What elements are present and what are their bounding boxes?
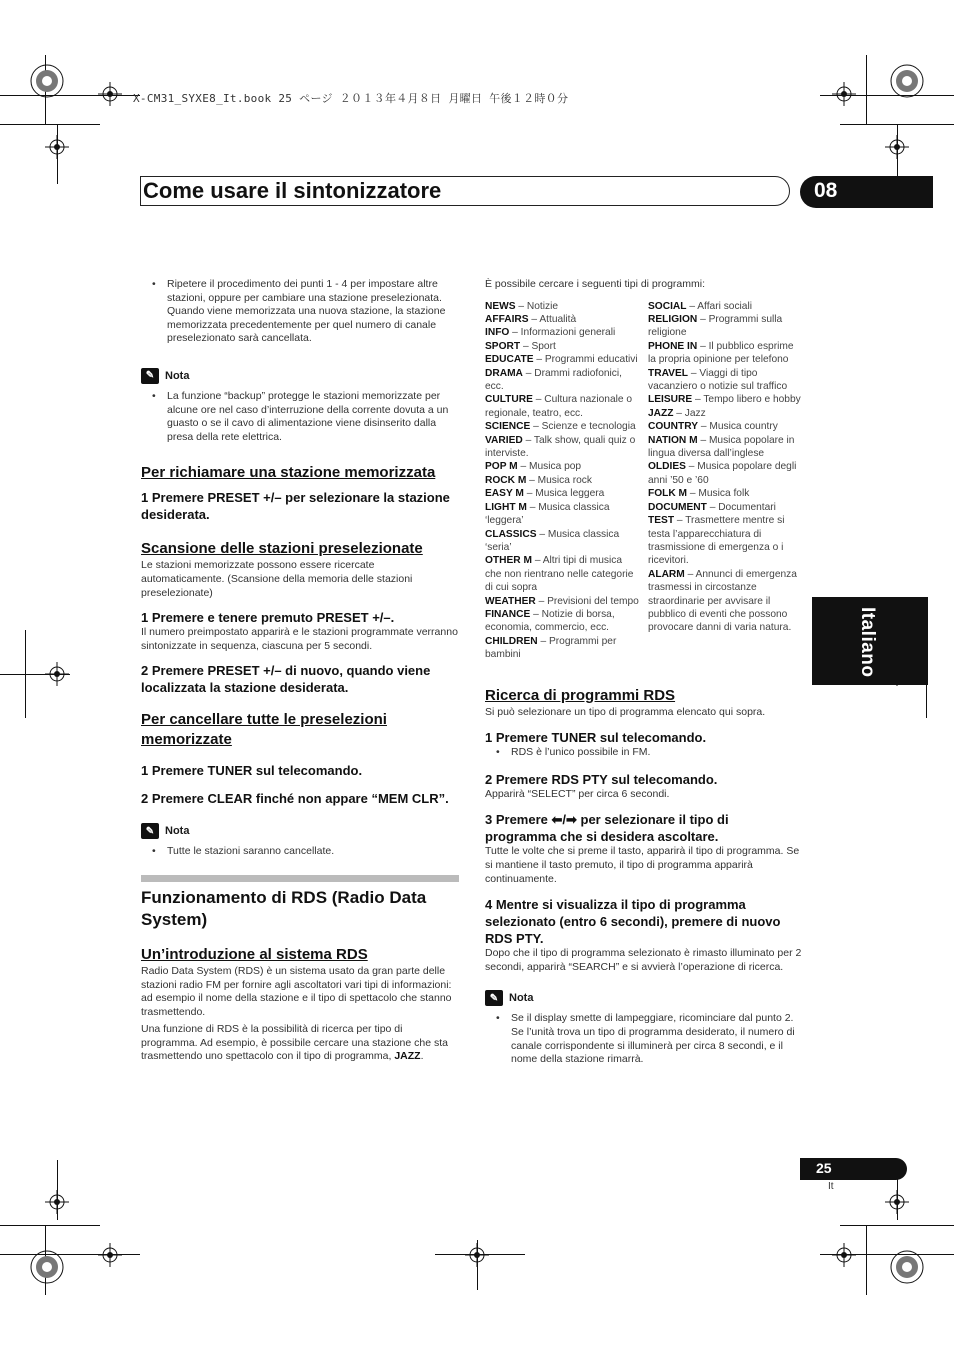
paragraph: Il numero preimpostato apparirà e le stazioni programmate verranno sintonizzate in sequenza, ciascuna per 5 secondi.	[141, 626, 458, 652]
pty-entry: COUNTRY – Musica country	[648, 421, 778, 433]
pty-code: NEWS	[485, 300, 516, 312]
pty-entry: NEWS – Notizie	[485, 300, 559, 312]
pty-description: Notizie	[526, 300, 559, 312]
pty-code: COUNTRY	[648, 421, 698, 433]
pty-description: Previsioni del tempo	[547, 595, 639, 607]
section-heading: Per richiamare una stazione memorizzata	[141, 464, 436, 482]
crosshair-icon	[465, 1243, 489, 1267]
pty-code: PHONE IN	[648, 340, 698, 352]
pty-code: CHILDREN	[485, 635, 538, 647]
section-heading: Un’introduzione al sistema RDS	[141, 945, 368, 963]
pty-entry: EDUCATE – Programmi educativi	[485, 354, 638, 366]
pty-entry: VARIED – Talk show, quali quiz o interviste.	[485, 434, 636, 460]
pty-description: Musica country	[709, 421, 778, 433]
chapter-badge: 08	[800, 176, 933, 208]
pty-description: Musica popolare degli anni ’50 e ’60	[648, 461, 797, 486]
pty-code: CLASSICS	[485, 528, 537, 540]
pty-list	[648, 300, 803, 662]
note-text: • Se il display smette di lampeggiare, ricominciare dal punto 2. Se l’unità trova un tipo di programma desiderato, il numero di canale corrispondente si illuminerà per circa 8 secondi, e il nome della stazione rimarrà.	[485, 1012, 803, 1066]
note-text: • La funzione “backup” protegge le stazioni memorizzate per alcune ore nel caso d’interruzione della corrente dovuta a un guasto o se il cavo di alimentazione viene disinserito dalla presa della rete elettrica.	[141, 390, 459, 444]
pty-code: LIGHT M	[485, 501, 527, 513]
paragraph: È possibile cercare i seguenti tipi di programmi:	[485, 278, 706, 290]
paragraph: Le stazioni memorizzate possono essere ricercate automaticamente. (Scansione della memoria delle stazioni preselezionate)	[141, 559, 413, 599]
note-header	[141, 823, 459, 839]
pty-entry: SPORT – Sport	[485, 340, 556, 352]
pty-description: Sport	[531, 340, 556, 352]
pty-description: Affari sociali	[697, 300, 752, 312]
pty-description: Trasmettere mentre si testa l’apparecchiatura di trasmissione di emergenza o i ricevitori.	[648, 515, 785, 567]
pty-entry: JAZZ – Jazz	[648, 407, 706, 419]
pty-description: Notizie di borsa, economia, commercio, ecc.	[485, 608, 615, 634]
left-column	[141, 278, 459, 1064]
pty-description: Jazz	[684, 407, 706, 419]
registration-target-icon	[30, 1250, 64, 1284]
right-column	[485, 278, 803, 1067]
pty-code: LEISURE	[648, 394, 693, 406]
pty-entry: SOCIAL – Affari sociali	[648, 300, 752, 312]
pty-entry: TRAVEL – Viaggi di tipo vacanziero o notizie sul traffico	[648, 367, 788, 393]
pty-code: EDUCATE	[485, 354, 534, 366]
pty-code: CULTURE	[485, 394, 533, 406]
paragraph: Tutte le volte che si preme il tasto, apparirà il tipo di programma. Se si mantiene il tasto premuto, il tipo di programma apparirà continuamente.	[485, 845, 800, 885]
pty-code: ALARM	[648, 568, 685, 580]
pty-code: TEST	[648, 515, 675, 527]
step-heading: 4 Mentre si visualizza il tipo di programma selezionato (entro 6 secondi), premere di nuovo RDS PTY.	[485, 897, 781, 947]
pty-code: POP M	[485, 461, 518, 473]
note-header	[485, 990, 803, 1006]
pty-entry: POP M – Musica pop	[485, 461, 582, 473]
section-heading: Ricerca di programmi RDS	[485, 686, 676, 704]
crosshair-icon	[45, 1190, 69, 1214]
pty-entry: RELIGION – Programmi sulla religione	[648, 314, 783, 339]
pty-description: Cultura nazionale o regionale, teatro, ecc.	[485, 394, 633, 419]
pty-code: JAZZ	[648, 407, 674, 419]
list-item: • RDS è l’unico possibile in FM.	[485, 746, 803, 760]
pty-code: ROCK M	[485, 474, 527, 486]
pty-description: Programmi per bambini	[485, 635, 617, 661]
pty-description: Annunci di emergenza trasmessi in circostanze straordinarie per avvisare il pubblico di eventi che possono provocare danni di varia natura.	[648, 568, 797, 634]
pty-description: Talk show, quali quiz o interviste.	[485, 434, 636, 460]
pencil-icon: ✎	[141, 368, 159, 384]
step-heading: 2 Premere PRESET +/– di nuovo, quando viene localizzata la stazione desiderata.	[141, 663, 431, 696]
crosshair-icon	[832, 1243, 856, 1267]
step-heading: 2 Premere RDS PTY sul telecomando.	[485, 771, 718, 787]
crosshair-icon	[885, 1190, 909, 1214]
step-heading: 1 Premere e tenere premuto PRESET +/–.	[141, 610, 395, 626]
pty-entry: TEST – Trasmettere mentre si testa l’apparecchiatura di trasmissione di emergenza o i ricevitori.	[648, 515, 785, 567]
pty-description: Musica popolare in lingua diversa dall’inglese	[648, 434, 795, 460]
registration-target-icon	[890, 64, 924, 98]
pty-entry: CLASSICS – Musica classica ‘seria’	[485, 528, 620, 553]
print-header: X-CM31_SYXE8_It.book 25 ページ ２０１３年４月８日 月曜日 午後１２時０分	[133, 92, 569, 105]
pty-entry: OTHER M – Altri tipi di musica che non rientrano nelle categorie di cui sopra	[485, 555, 634, 594]
note-label: Nota	[165, 369, 190, 382]
pty-code: OTHER M	[485, 555, 532, 567]
paragraph: Si può selezionare un tipo di programma elencato qui sopra.	[485, 705, 766, 718]
pty-code: OLDIES	[648, 461, 686, 473]
pty-entry: OLDIES – Musica popolare degli anni ’50 e ’60	[648, 461, 797, 486]
section-heading: Scansione delle stazioni preselezionate	[141, 540, 423, 558]
pty-description: Altri tipi di musica che non rientrano nelle categorie di cui sopra	[485, 555, 634, 594]
pty-code: INFO	[485, 327, 510, 339]
pencil-icon: ✎	[485, 990, 503, 1006]
crosshair-icon	[832, 82, 856, 106]
pty-code: SPORT	[485, 340, 521, 352]
pty-code: NATION M	[648, 434, 698, 446]
pty-code: DRAMA	[485, 367, 523, 379]
pty-entry: CHILDREN – Programmi per bambini	[485, 635, 617, 661]
pty-entry: SCIENCE – Scienze e tecnologia	[485, 421, 636, 433]
pty-code: DOCUMENT	[648, 501, 707, 513]
step-heading: 1 Premere TUNER sul telecomando.	[485, 730, 707, 746]
page-title: Come usare il sintonizzatore	[143, 178, 442, 203]
page-number: 25	[800, 1158, 907, 1180]
pty-entry: ALARM – Annunci di emergenza trasmessi in circostanze straordinarie per avvisare il pubblico di eventi che possono provocare danni di varia natura.	[648, 568, 797, 634]
pty-description: Musica leggera	[535, 488, 605, 500]
pty-entry: WEATHER – Previsioni del tempo	[485, 595, 639, 607]
pty-code: VARIED	[485, 434, 523, 446]
section-divider	[141, 875, 459, 882]
pty-description: Drammi radiofonici, ecc.	[485, 367, 622, 393]
pty-entry: AFFAIRS – Attualità	[485, 314, 577, 325]
pty-entry: LEISURE – Tempo libero e hobby	[648, 394, 801, 406]
note-header	[141, 368, 459, 384]
pty-code: TRAVEL	[648, 367, 688, 379]
pty-code: RELIGION	[648, 314, 698, 325]
pty-description: Musica folk	[698, 488, 750, 500]
pty-description: Informazioni generali	[520, 327, 616, 339]
pty-entry: CULTURE – Cultura nazionale o regionale, teatro, ecc.	[485, 394, 633, 419]
pty-code: FOLK M	[648, 488, 688, 500]
pty-description: Scienze e tecnologia	[541, 421, 636, 433]
note-label: Nota	[165, 825, 190, 838]
step-heading: 2 Premere CLEAR finché non appare “MEM CLR”.	[141, 791, 449, 807]
crosshair-icon	[45, 135, 69, 159]
pty-code: AFFAIRS	[485, 314, 529, 325]
page-language: It	[828, 1181, 834, 1192]
pty-entry: EASY M – Musica leggera	[485, 488, 605, 500]
pty-code: FINANCE	[485, 608, 531, 620]
crosshair-icon	[98, 82, 122, 106]
pty-entry: INFO – Informazioni generali	[485, 327, 616, 339]
pty-entry: FOLK M – Musica folk	[648, 488, 750, 500]
step-heading: 1 Premere TUNER sul telecomando.	[141, 763, 363, 779]
pty-description: Musica classica ‘seria’	[485, 528, 620, 553]
crosshair-icon	[885, 135, 909, 159]
note-label: Nota	[509, 992, 534, 1005]
pty-entry: NATION M – Musica popolare in lingua diversa dall’inglese	[648, 434, 795, 460]
pty-description: Musica rock	[537, 474, 592, 486]
step-heading: 1 Premere PRESET +/– per selezionare la stazione desiderata.	[141, 490, 450, 523]
note-text: • Tutte le stazioni saranno cancellate.	[141, 845, 459, 859]
pty-description: Musica pop	[528, 461, 582, 473]
paragraph: Radio Data System (RDS) è un sistema usato da gran parte delle stazioni radio FM per fornire agli ascoltatori vari tipi di informazioni: ad esempio il nome della stazione e il tipo di spettacolo che stanno trasmettendo.	[141, 964, 452, 1018]
pty-entry: PHONE IN – Il pubblico esprime la propria opinione per telefono	[648, 340, 794, 366]
pty-description: Documentari	[718, 501, 776, 513]
step-heading: 3 Premere ⬅/➡ per selezionare il tipo di programma che si desidera ascoltare.	[485, 812, 729, 845]
pty-description: Musica classica ‘leggera’	[485, 501, 610, 527]
list-item: • Ripetere il procedimento dei punti 1 - 4 per impostare altre stazioni, oppure per cambiare una stazione preselezionata. Quando viene memorizzata una nuova stazione, la stazione memorizzata precedentemente per quel numero di canale preselezionato sarà cancellata.	[141, 278, 459, 346]
crosshair-icon	[45, 662, 69, 686]
language-tab	[812, 597, 928, 685]
paragraph: Una funzione di RDS è la possibilità di ricerca per tipo di programma. Ad esempio, è possibile cercare una stazione che sta trasmettendo uno spettacolo con il tipo di programma, JAZZ.	[141, 1023, 448, 1063]
pty-entry: ROCK M – Musica rock	[485, 474, 592, 486]
section-heading: Per cancellare tutte le preselezioni memorizzate	[141, 711, 387, 749]
pty-entry: DRAMA – Drammi radiofonici, ecc.	[485, 367, 622, 393]
registration-target-icon	[30, 64, 64, 98]
registration-target-icon	[890, 1250, 924, 1284]
section-title: Funzionamento di RDS (Radio Data System)	[141, 887, 427, 929]
pty-code: SOCIAL	[648, 300, 687, 312]
pencil-icon: ✎	[141, 823, 159, 839]
crosshair-icon	[98, 1243, 122, 1267]
pty-description: Programmi educativi	[544, 354, 638, 366]
pty-description: Viaggi di tipo vacanziero o notizie sul traffico	[648, 367, 788, 393]
pty-code: WEATHER	[485, 595, 536, 607]
pty-list	[485, 300, 640, 662]
pty-description: Il pubblico esprime la propria opinione per telefono	[648, 340, 794, 366]
pty-entry: LIGHT M – Musica classica ‘leggera’	[485, 501, 610, 527]
pty-entry: FINANCE – Notizie di borsa, economia, commercio, ecc.	[485, 608, 615, 634]
pty-description: Tempo libero e hobby	[703, 394, 801, 406]
paragraph: Apparirà “SELECT” per circa 6 secondi.	[485, 787, 670, 800]
pty-description: Programmi sulla religione	[648, 314, 783, 339]
pty-entry: DOCUMENT – Documentari	[648, 501, 776, 513]
paragraph: Dopo che il tipo di programma selezionato è rimasto illuminato per 2 secondi, apparirà “SEARCH” e si avvierà l’operazione di ricerca.	[485, 947, 802, 973]
pty-description: Attualità	[539, 314, 577, 325]
language-tab-label: Italiano	[857, 607, 878, 678]
pty-code: EASY M	[485, 488, 524, 500]
pty-code: SCIENCE	[485, 421, 531, 433]
